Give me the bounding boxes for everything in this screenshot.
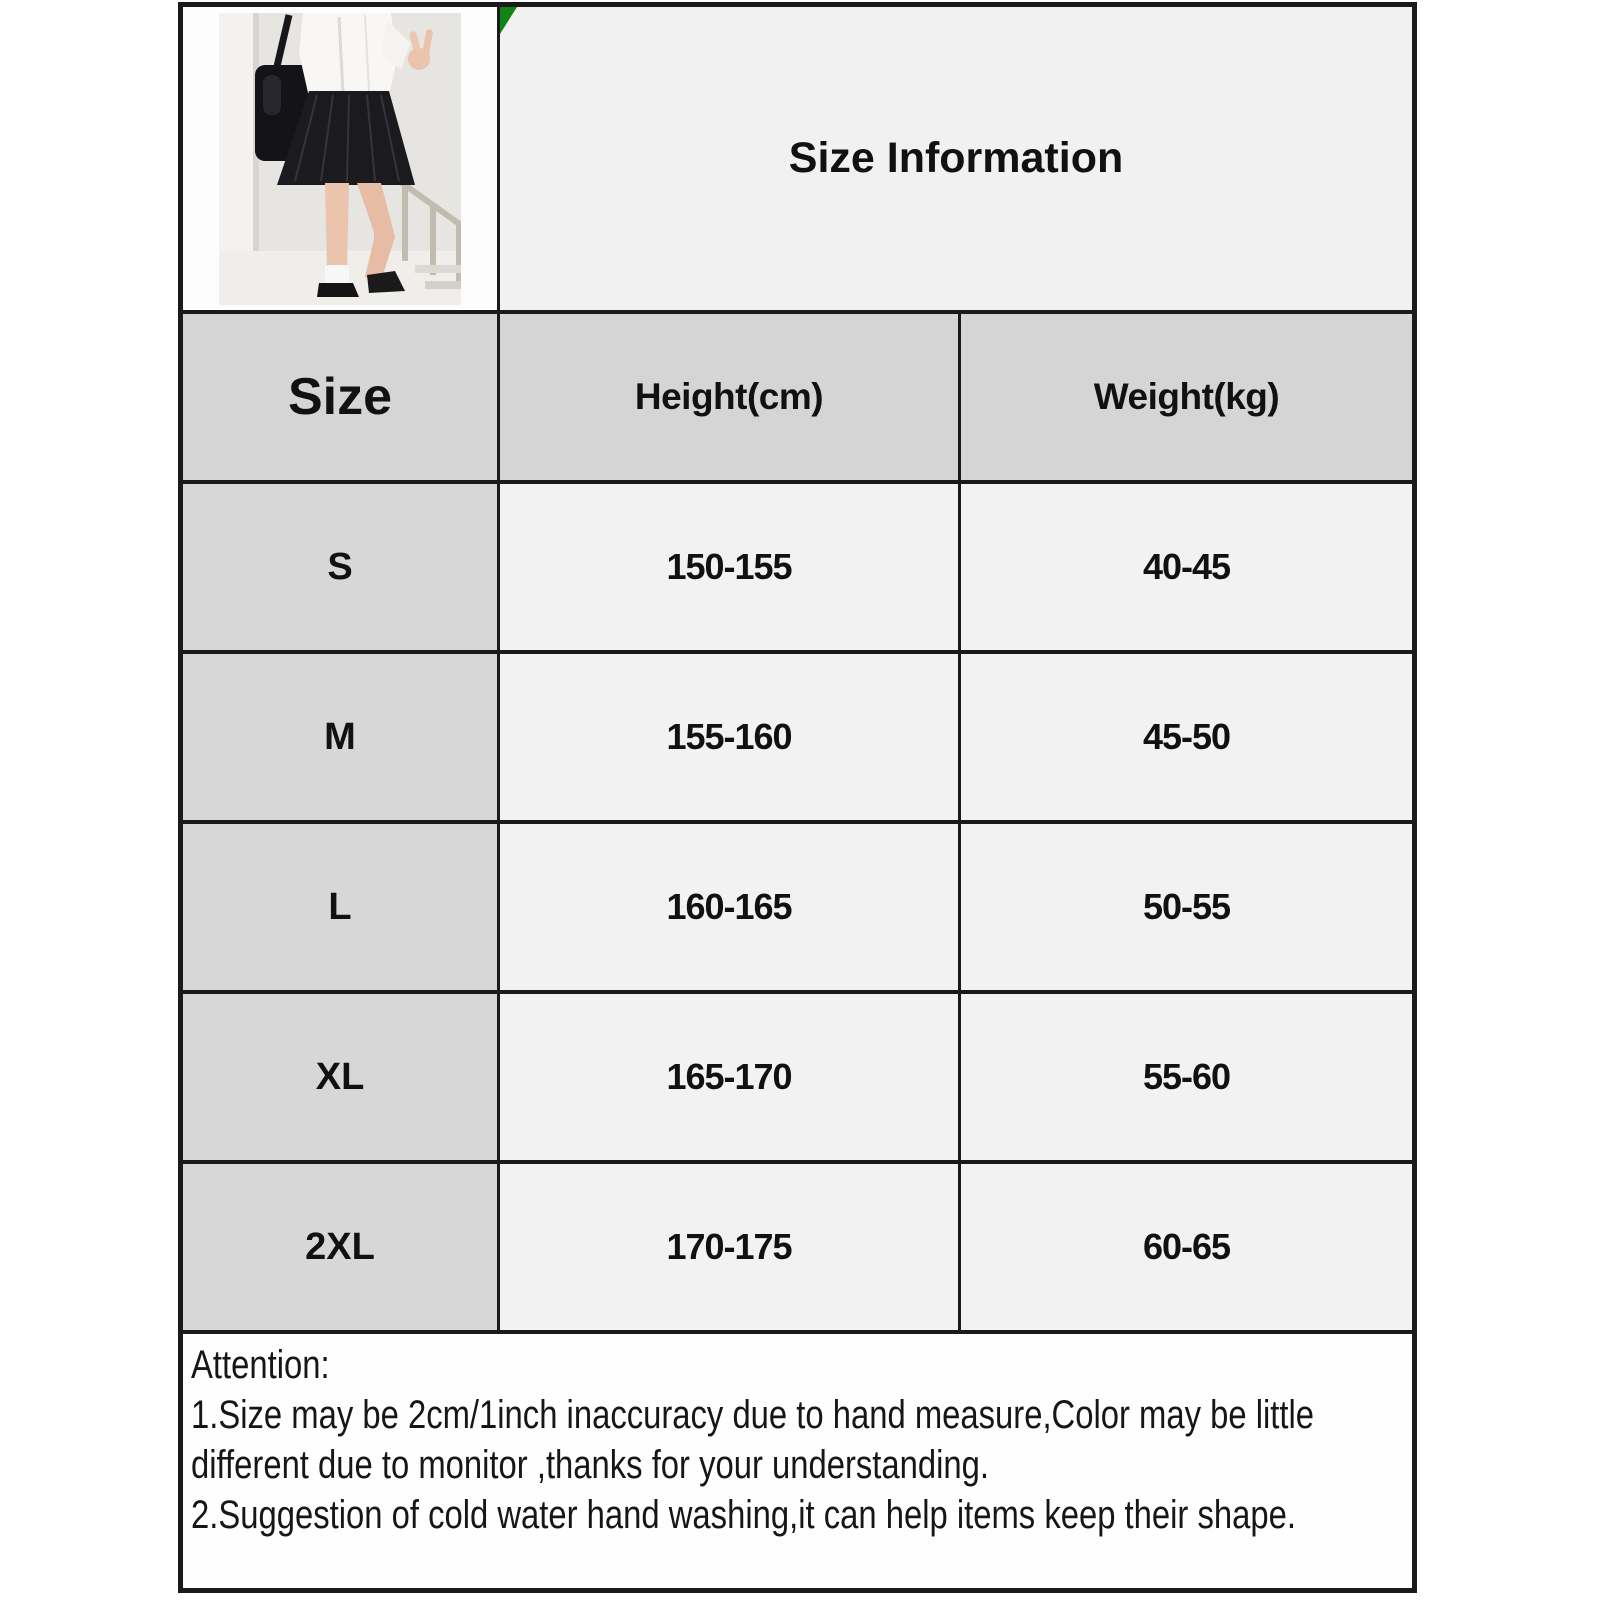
attention-row (183, 1334, 1412, 1588)
size-label: XL (183, 994, 500, 1160)
weight-value: 40-45 (961, 484, 1412, 650)
table-row (183, 484, 1412, 654)
table-row (183, 824, 1412, 994)
height-value: 170-175 (500, 1164, 961, 1330)
title-cell (500, 7, 1412, 310)
attention-note: 1.Size may be 2cm/1inch inaccuracy due to hand measure,Color may be little different due to monitor ,thanks for your understanding. (191, 1393, 1315, 1487)
product-photo-cell (183, 7, 500, 310)
table-header-row (183, 314, 1412, 484)
height-value: 165-170 (500, 994, 961, 1160)
page-title: Size Information (788, 134, 1124, 182)
weight-value: 55-60 (961, 994, 1412, 1160)
attention-section (183, 1334, 1412, 1588)
table-row (183, 994, 1412, 1164)
size-label: M (183, 654, 500, 820)
weight-value: 45-50 (961, 654, 1412, 820)
attention-note: 2.Suggestion of cold water hand washing,it can help items keep their shape. (191, 1493, 1296, 1537)
header-weight: Weight(kg) (961, 314, 1412, 480)
height-value: 150-155 (500, 484, 961, 650)
header-height: Height(cm) (500, 314, 961, 480)
top-row (183, 7, 1412, 314)
table-row (183, 654, 1412, 824)
size-label: L (183, 824, 500, 990)
table-row (183, 1164, 1412, 1334)
green-flag-icon (500, 7, 517, 34)
header-size: Size (183, 314, 500, 480)
size-label: 2XL (183, 1164, 500, 1330)
height-value: 155-160 (500, 654, 961, 820)
size-chart-sheet (178, 2, 1417, 1593)
weight-value: 50-55 (961, 824, 1412, 990)
product-photo (219, 13, 461, 305)
weight-value: 60-65 (961, 1164, 1412, 1330)
attention-title: Attention: (191, 1343, 330, 1387)
size-label: S (183, 484, 500, 650)
height-value: 160-165 (500, 824, 961, 990)
